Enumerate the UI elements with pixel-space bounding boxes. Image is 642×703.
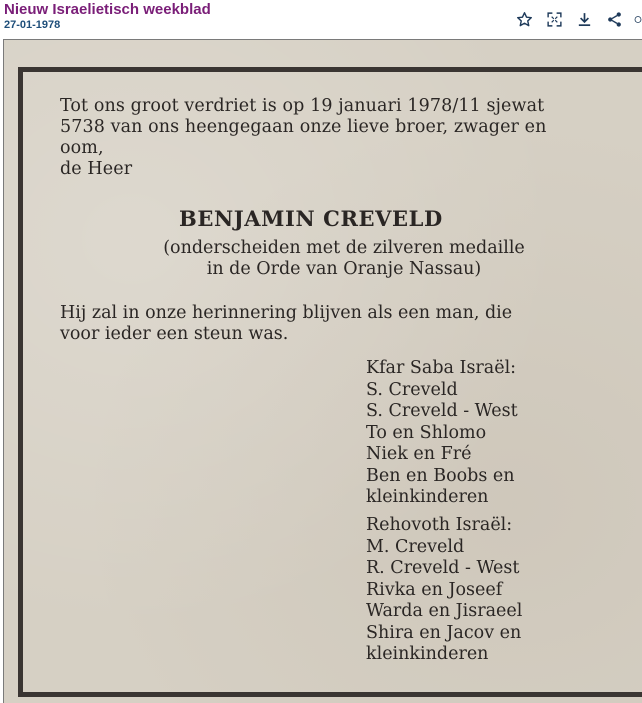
family-line: Warda en Jisraeel: [366, 601, 523, 621]
share-icon: [606, 11, 623, 28]
deceased-name: BENJAMIN CREVELD: [179, 206, 443, 231]
decoration-note: [124, 238, 564, 280]
newspaper-scan: [4, 40, 642, 703]
more-icon: [634, 11, 642, 28]
download-icon: [576, 11, 593, 28]
family-line: kleinkinderen: [366, 644, 489, 664]
intro-line: oom,: [60, 138, 104, 158]
fullscreen-button[interactable]: [544, 9, 564, 29]
obituary-intro: [60, 96, 630, 180]
favorite-button[interactable]: [514, 9, 534, 29]
family-line: Niek en Fré: [366, 444, 472, 464]
family-line: Rivka en Joseef: [366, 579, 503, 600]
download-button[interactable]: [574, 9, 594, 29]
viewer-toolbar: [514, 9, 642, 29]
family-line: S. Creveld - West: [366, 401, 518, 421]
memory-text: [60, 303, 630, 345]
publication-title[interactable]: Nieuw Israelietisch weekblad: [4, 1, 211, 18]
family-line: Ben en Boobs en: [366, 465, 515, 486]
more-button[interactable]: [634, 9, 642, 29]
intro-line: 5738 van ons heengegaan onze lieve broer, zwager en: [60, 117, 547, 137]
family-line: Rehovoth Israël:: [366, 515, 513, 535]
fullscreen-icon: [546, 11, 563, 28]
article-header: [0, 0, 642, 38]
family-group-rehovoth: [366, 515, 636, 666]
family-line: Kfar Saba Israël:: [366, 358, 517, 378]
star-icon: [516, 11, 533, 28]
family-line: M. Creveld: [366, 536, 465, 557]
publication-date: 27-01-1978: [4, 19, 61, 31]
family-line: Shira en Jacov en: [366, 622, 522, 643]
intro-line: Tot ons groot verdriet is op 19 januari 1978/11 sjewat: [60, 96, 545, 116]
family-line: kleinkinderen: [366, 487, 489, 507]
decoration-line: in de Orde van Oranje Nassau): [206, 259, 482, 279]
family-line: S. Creveld: [366, 379, 458, 400]
memory-line: Hij zal in onze herinnering blijven als een man, die: [60, 303, 513, 323]
share-button[interactable]: [604, 9, 624, 29]
newspaper-viewer[interactable]: [3, 39, 642, 703]
decoration-line: (onderscheiden met de zilveren medaille: [163, 238, 525, 258]
intro-line: de Heer: [60, 159, 133, 179]
family-line: R. Creveld - West: [366, 558, 520, 578]
memory-line: voor ieder een steun was.: [60, 324, 289, 344]
family-line: To en Shlomo: [366, 422, 487, 443]
family-group-kfar-saba: [366, 358, 636, 509]
